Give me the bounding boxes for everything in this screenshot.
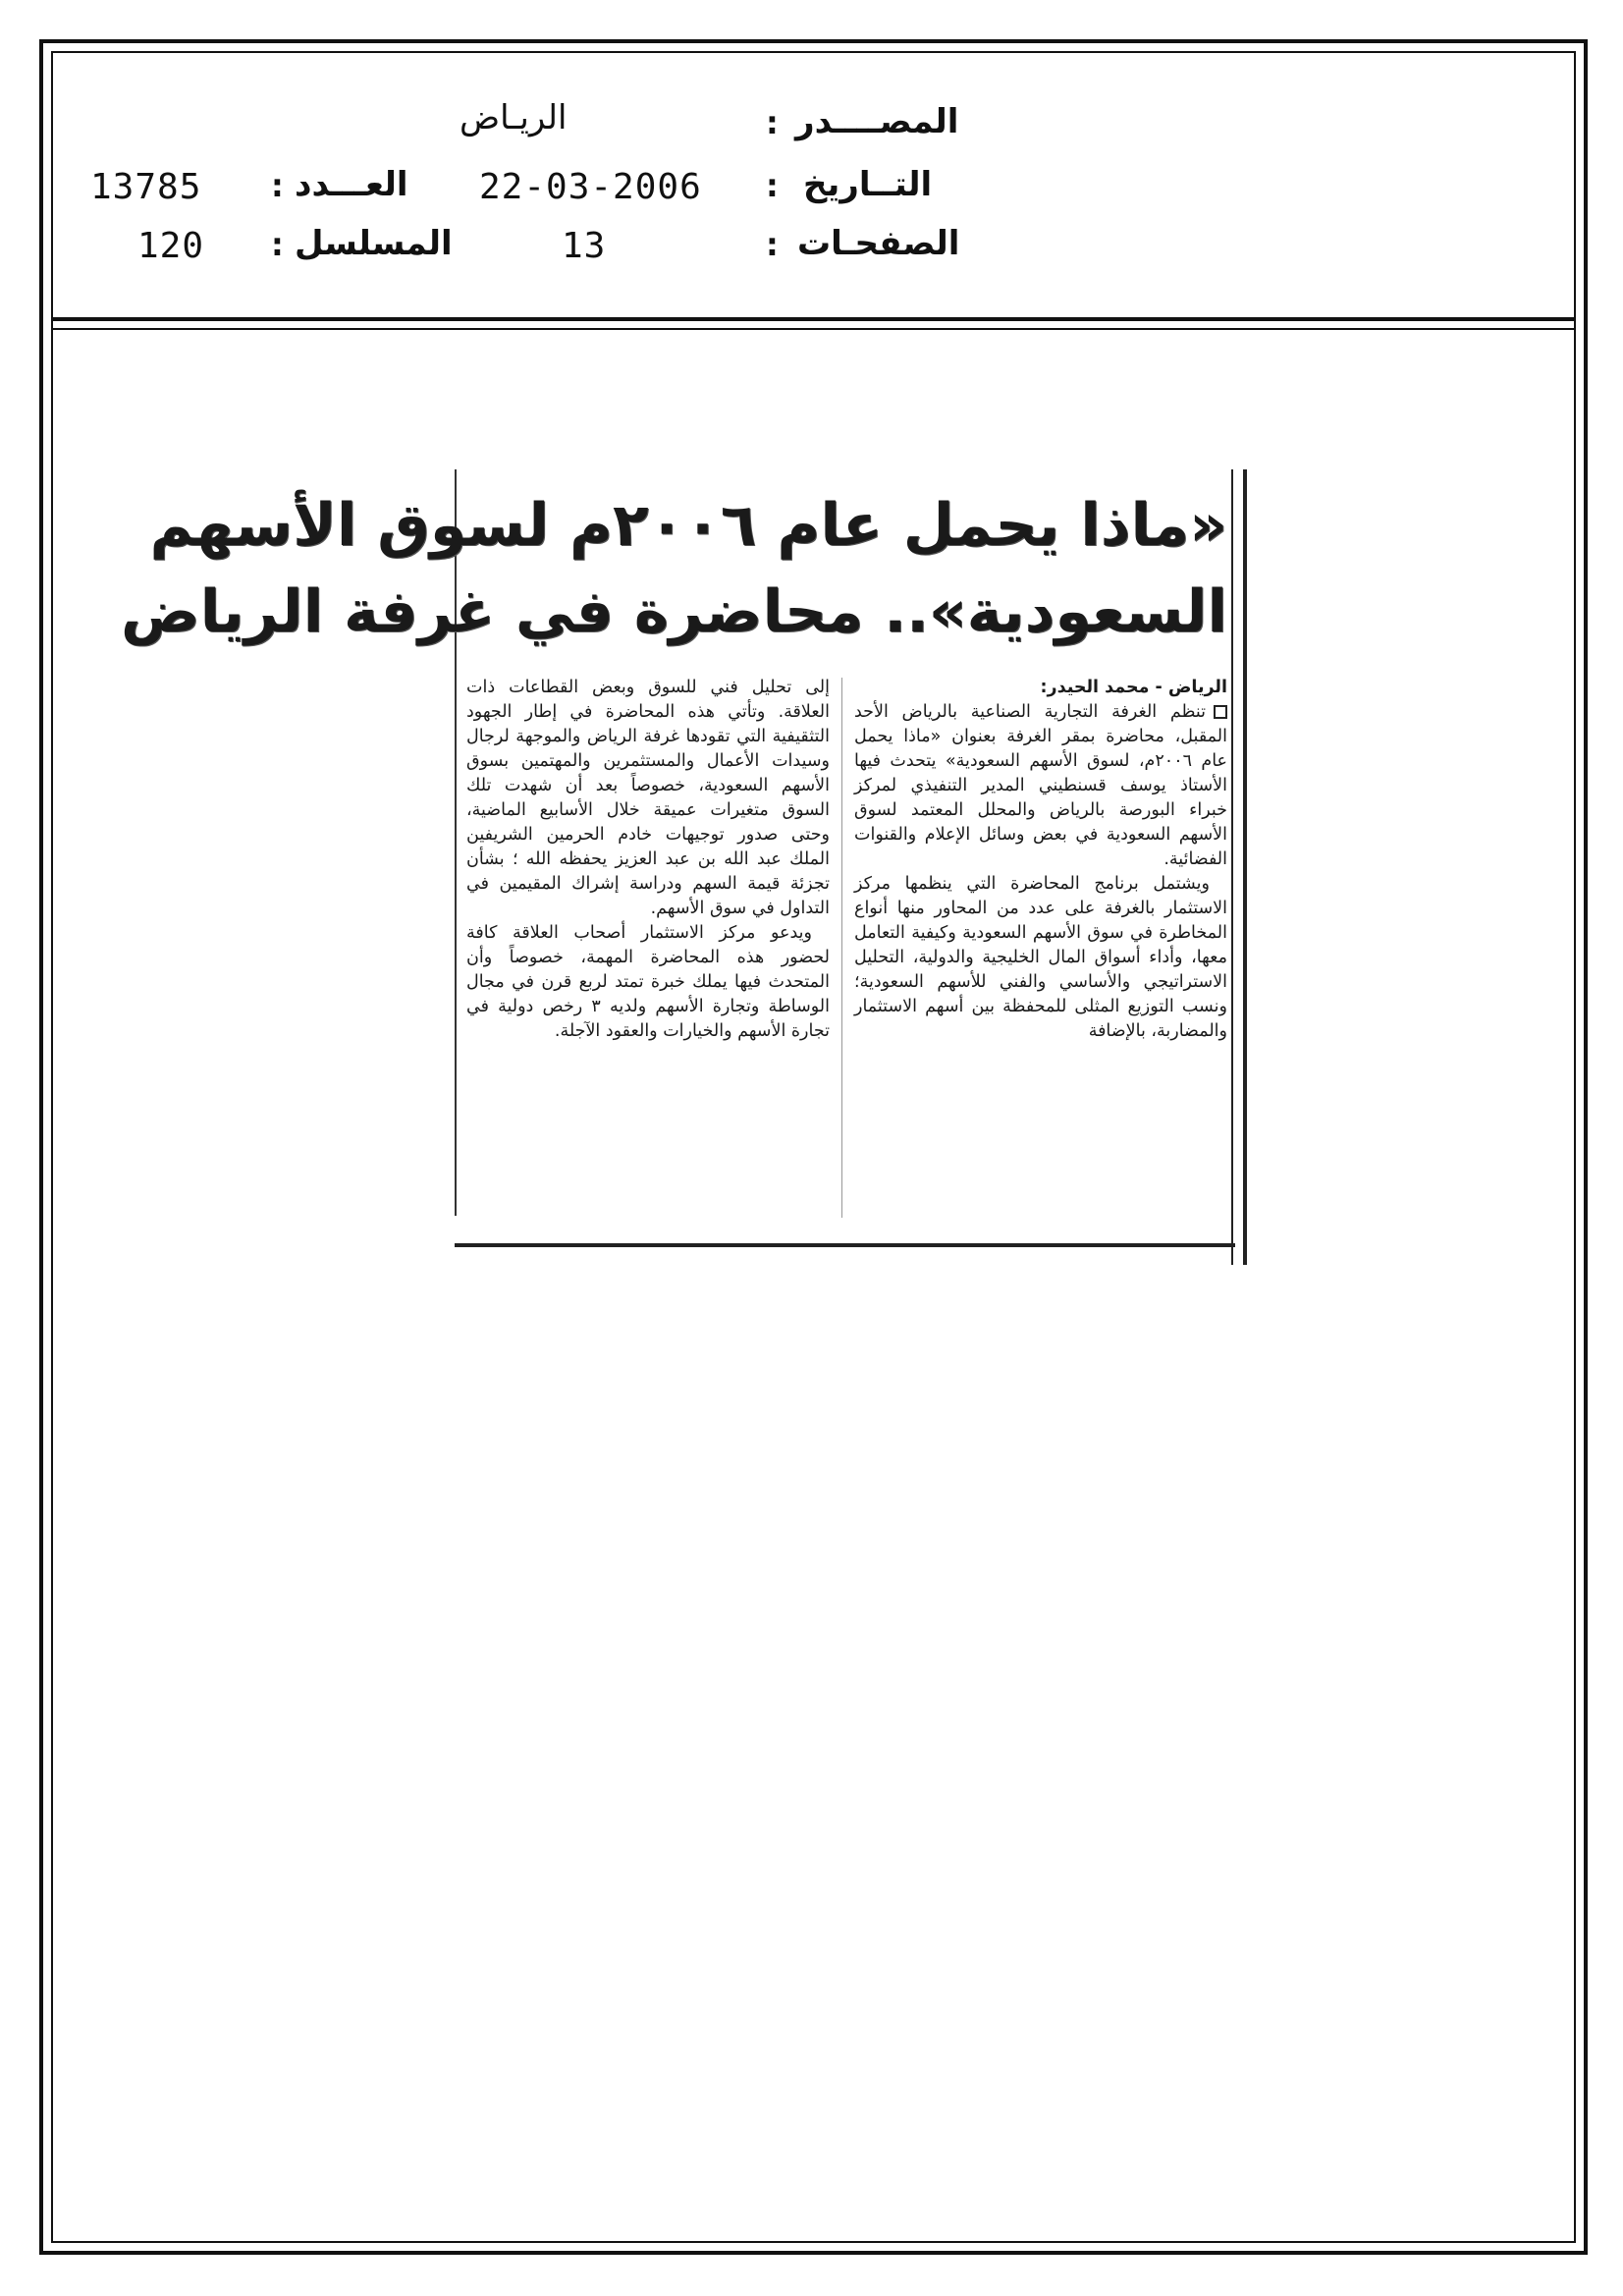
serial-label: المسلسل	[295, 224, 453, 263]
date-colon: :	[766, 167, 779, 204]
bullet-square-icon	[1214, 705, 1227, 719]
article-column-right	[854, 676, 1227, 1044]
date-label: التــاريخ	[803, 165, 933, 204]
header-divider	[51, 317, 1576, 321]
clipping-bottom-rule	[455, 1243, 1235, 1247]
issue-colon: :	[271, 167, 284, 204]
column-divider	[841, 678, 842, 1218]
pages-value: 13	[562, 226, 607, 266]
article-paragraph	[854, 700, 1227, 872]
article-headline-line1: «ماذا يحمل عام ٢٠٠٦م لسوق الأسهم	[149, 491, 1227, 560]
issue-value: 13785	[90, 167, 202, 207]
article-paragraph: ويشتمل برنامج المحاضرة التي ينظمها مركز الاستثمار بالغرفة على عدد من المحاور منها أنواع المخاطرة في سوق الأسهم السعودية وكيفية التعامل معها، وأداء أسواق المال الخليجية والدولية، التحليل الاستراتيجي والأساسي والفني للأسهم السعودية؛ ونسب التوزيع المثلى للمحفظة بين أسهم الاستثمار والمضاربة، بالإضافة	[854, 874, 1227, 1041]
article-paragraph: ويدعو مركز الاستثمار أصحاب العلاقة كافة لحضور هذه المحاضرة المهمة، خصوصاً وأن المتحدث فيها يملك خبرة تمتد لربع قرن في مجال الوساطة وتجارة الأسهم ولديه ٣ رخص دولية في تجارة الأسهم والخيارات والعقود الآجلة.	[466, 923, 830, 1041]
pages-label: الصفحـات	[797, 224, 960, 263]
date-value: 22-03-2006	[479, 167, 702, 207]
article-paragraph-text: تنظم الغرفة التجارية الصناعية بالرياض الأحد المقبل، محاضرة بمقر الغرفة بعنوان «ماذا يحمل عام ٢٠٠٦م، لسوق الأسهم السعودية» يتحدث فيها الأستاذ يوسف قسنطيني المدير التنفيذي لمركز خبراء البورصة بالرياض والمحلل المعتمد لسوق الأسهم السعودية في بعض وسائل الإعلام والقنوات الفضائية.	[854, 702, 1227, 869]
pages-colon: :	[766, 226, 779, 263]
source-colon: :	[766, 104, 779, 141]
article-headline-line2: السعودية».. محاضرة في غرفة الرياض	[120, 577, 1227, 646]
article-paragraph: إلى تحليل فني للسوق وبعض القطاعات ذات العلاقة. وتأتي هذه المحاضرة في إطار الجهود التثقيفية التي تقودها غرفة الرياض والموجهة لرجال وسيدات الأعمال والمستثمرين والمهتمين بسوق الأسهم السعودية، خصوصاً بعد أن شهدت تلك السوق متغيرات عميقة خلال الأسابيع الماضية، وحتى صدور توجيهات خادم الحرمين الشريفين الملك عبد الله بن عبد العزيز يحفظه الله ؛ بشأن تجزئة قيمة السهم ودراسة إشراك المقيمين في التداول في سوق الأسهم.	[466, 678, 830, 918]
serial-value: 120	[137, 226, 205, 266]
clipping-right-rule-thick	[1243, 469, 1247, 1265]
serial-colon: :	[271, 226, 284, 263]
source-label: المصــــدر	[795, 102, 959, 141]
article-column-left	[466, 676, 830, 1044]
header-divider-thin	[51, 328, 1576, 330]
clipping-right-rule	[1231, 469, 1233, 1265]
issue-label: العـــدد	[295, 165, 408, 204]
article-byline: الرياض - محمد الحيدر:	[1040, 678, 1227, 697]
source-value: الريـاض	[460, 98, 568, 137]
